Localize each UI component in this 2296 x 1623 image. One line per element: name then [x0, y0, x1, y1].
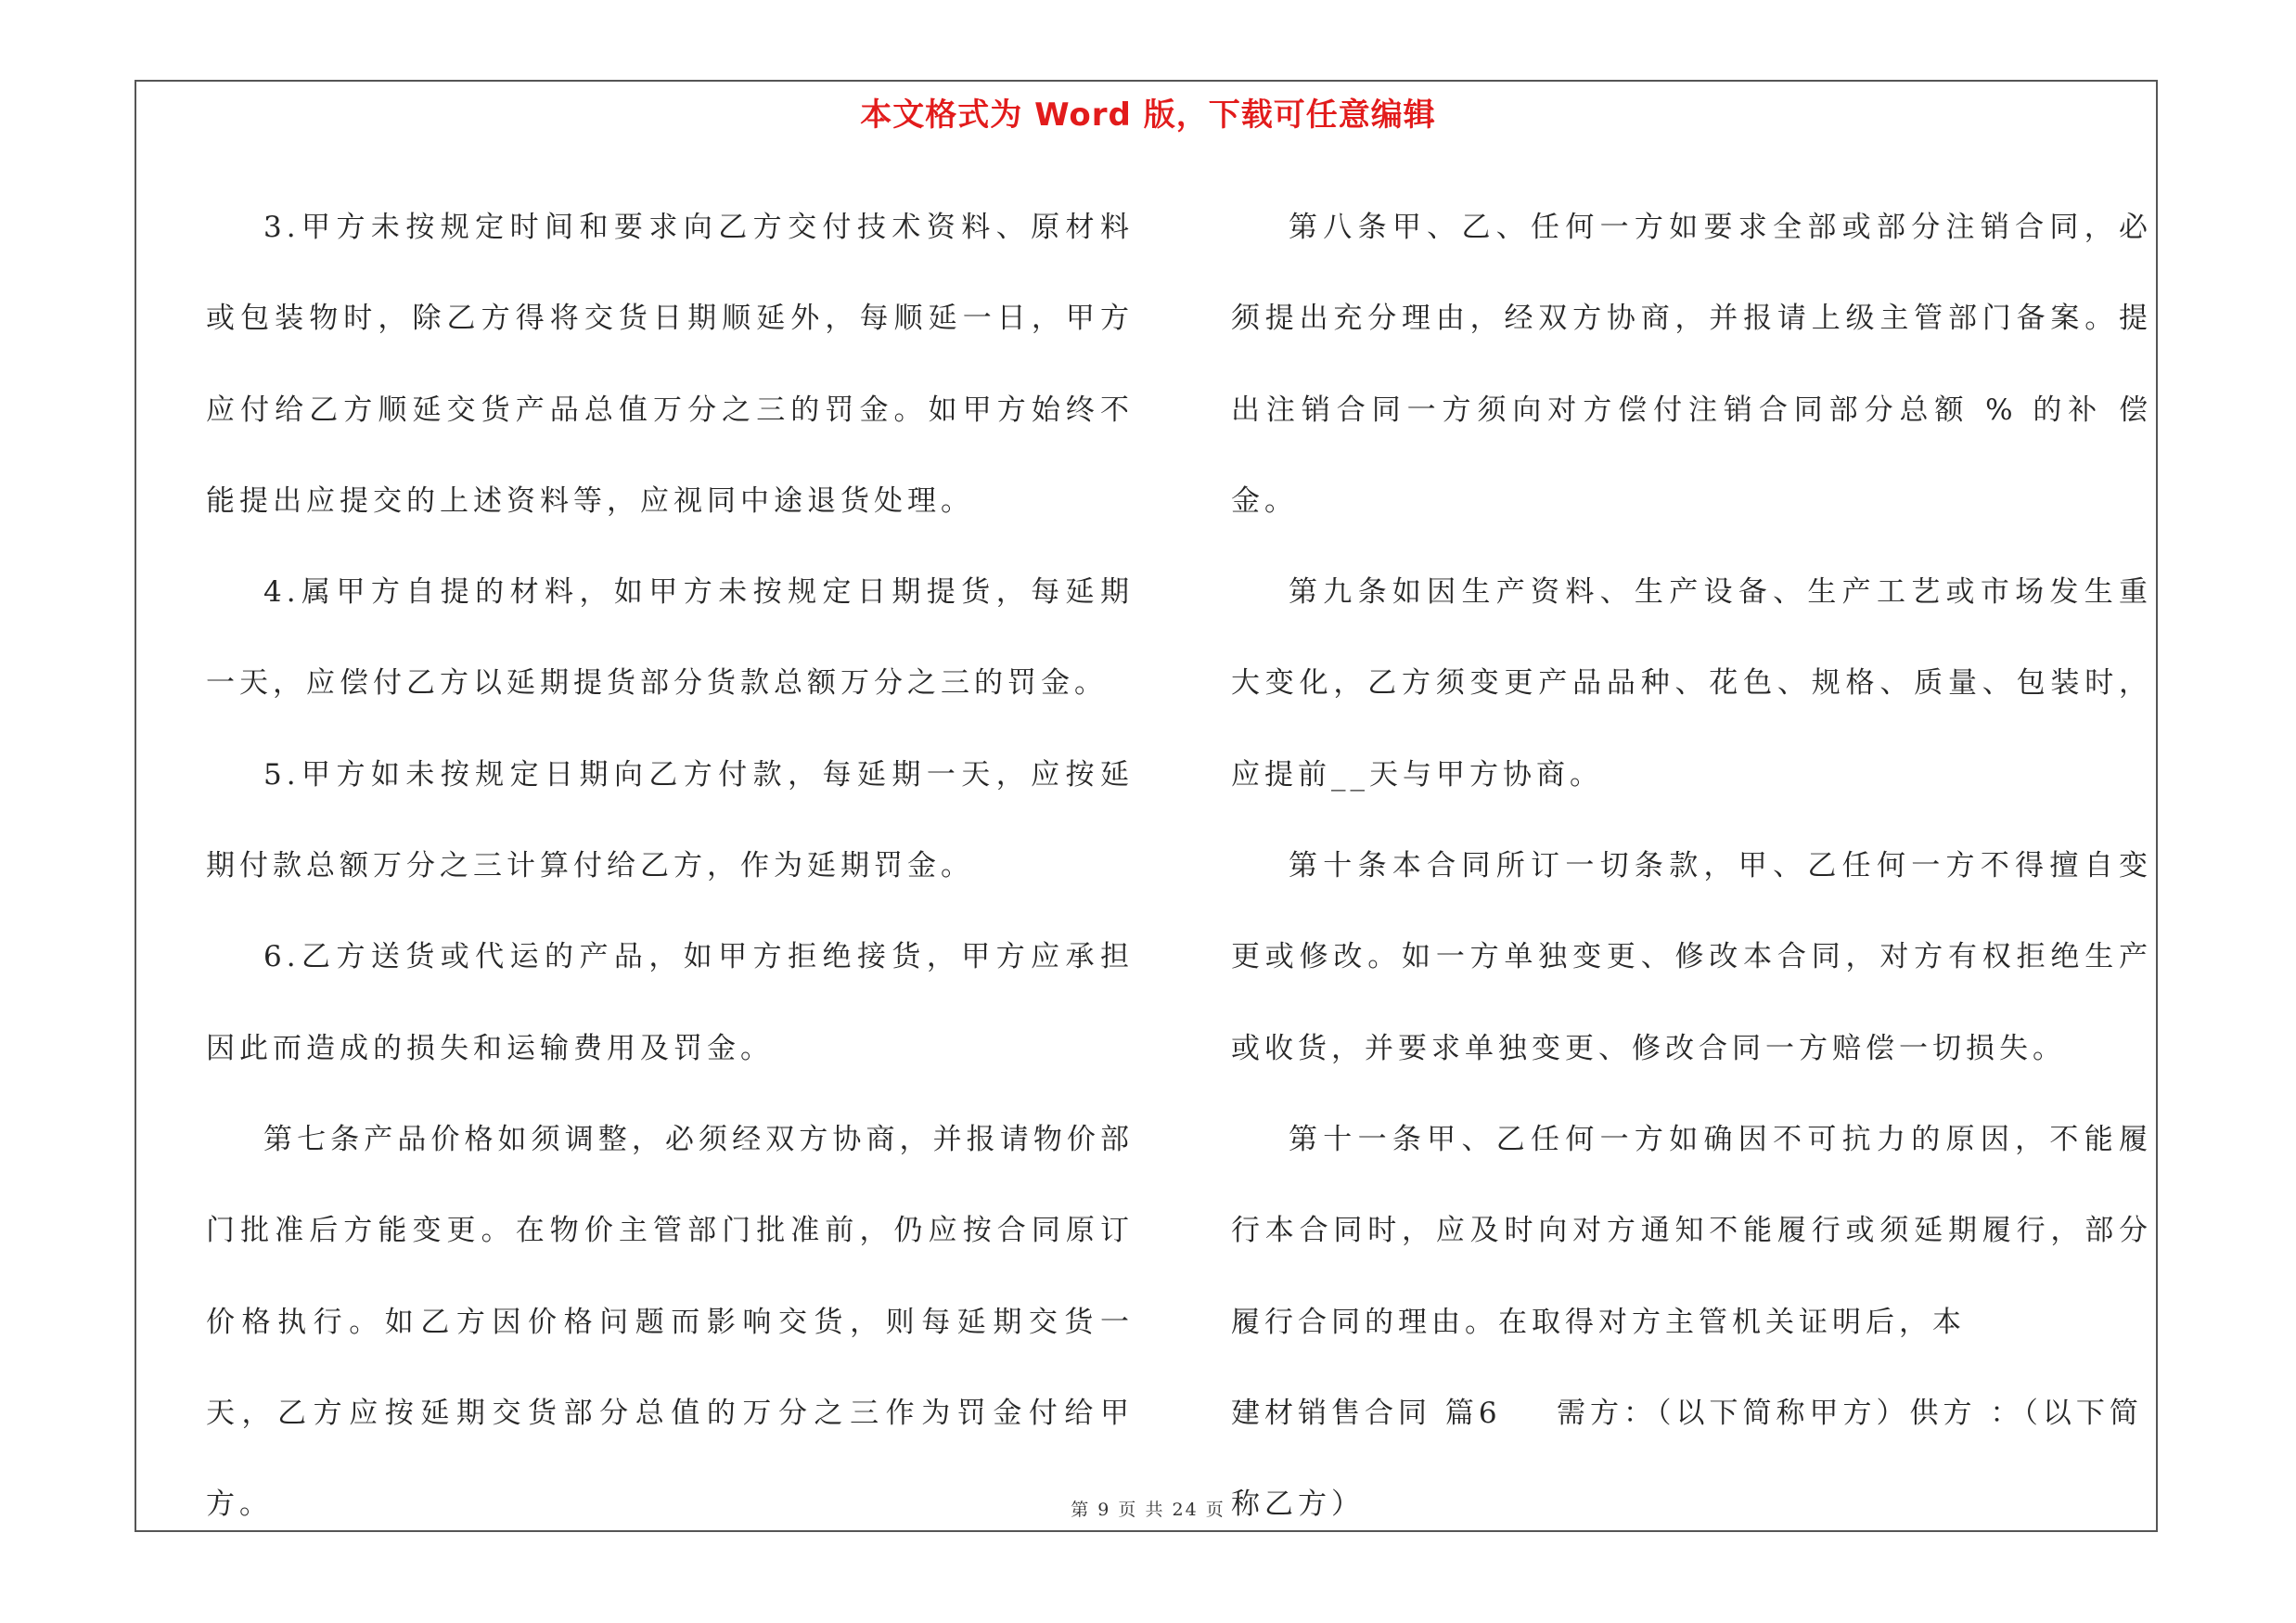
contract-6-continuation: 称乙方） [1231, 1488, 1365, 1522]
format-banner: 本文格式为 Word 版，下载可任意编辑 [860, 97, 1436, 134]
paragraph-3: 3.甲方未按规定时间和要求向乙方交付技术资料、原材料或包装物时，除乙方得将交货日期顺延外，每顺延一日，甲方应付给乙方顺延交货产品总值万分之三的罚金。如甲方始终不能提出应提交的上述资料等，应视同中途退货处理。 [206, 211, 1134, 518]
left-column [206, 182, 1134, 1550]
article-7: 第七条产品价格如须调整，必须经双方协商，并报请物价部门批准后方能变更。在物价主管部门批准前，仍应按合同原订价格执行。如乙方因价格问题而影响交货，则每延期交货一天，乙方应按延期交货部分总值的万分之三作为罚金付给甲方。 [206, 1122, 1134, 1522]
article-9: 第九条如因生产资料、生产设备、生产工艺或市场发生重大变化，乙方须变更产品品种、花色、规格、质量、包装时，应提前__天与甲方协商。 [1231, 575, 2152, 792]
right-column [1231, 182, 2152, 1550]
paragraph-4: 4.属甲方自提的材料，如甲方未按规定日期提货，每延期一天，应偿付乙方以延期提货部分货款总额万分之三的罚金。 [206, 575, 1134, 701]
paragraph-5: 5.甲方如未按规定日期向乙方付款，每延期一天，应按延期付款总额万分之三计算付给乙方，作为延期罚金。 [206, 757, 1134, 883]
article-10: 第十条本合同所订一切条款，甲、乙任何一方不得擅自变更或修改。如一方单独变更、修改本合同，对方有权拒绝生产或收货，并要求单独变更、修改合同一方赔偿一切损失。 [1231, 849, 2152, 1065]
paragraph-6: 6.乙方送货或代运的产品，如甲方拒绝接货，甲方应承担因此而造成的损失和运输费用及罚金。 [206, 940, 1134, 1065]
article-8: 第八条甲、乙、任何一方如要求全部或部分注销合同，必须提出充分理由，经双方协商，并报请上级主管部门备案。提出注销合同一方须向对方偿付注销合同部分总额 % 的补 偿金。 [1231, 211, 2152, 518]
contract-6-heading: 建材销售合同 篇6 需方：（以下简称甲方）供方 ：（以下简 [1231, 1396, 2143, 1430]
page-number: 第 9 页 共 24 页 [1071, 1500, 1225, 1520]
article-11: 第十一条甲、乙任何一方如确因不可抗力的原因，不能履行本合同时，应及时向对方通知不能履行或须延期履行，部分履行合同的理由。在取得对方主管机关证明后，本 [1231, 1122, 2152, 1339]
